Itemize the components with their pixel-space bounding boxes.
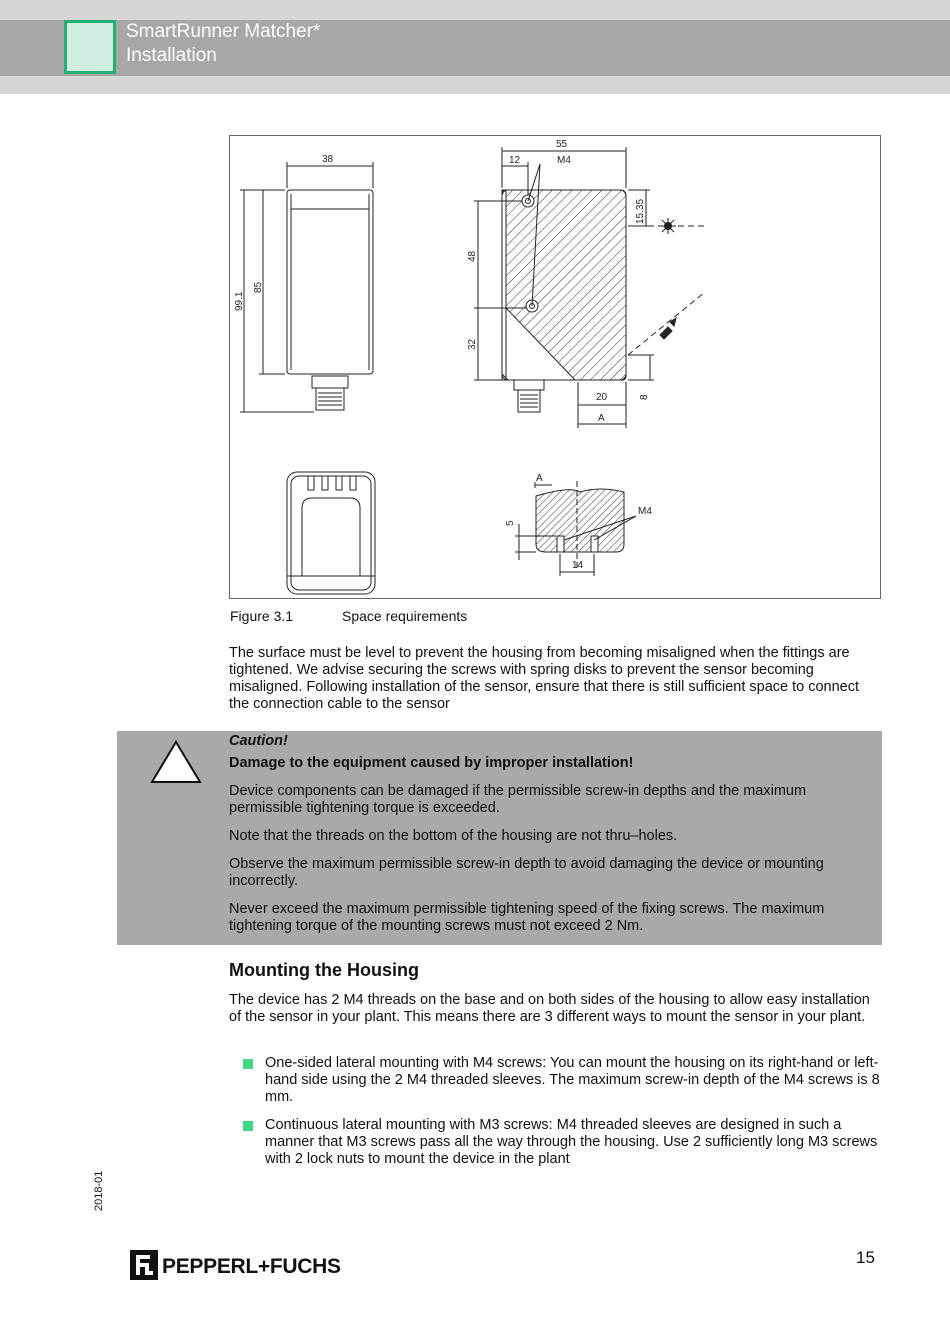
caution-paragraph-3: Observe the maximum permissible screw-in depth to avoid damaging the device or mounting incorrectly. <box>229 856 824 889</box>
caution-paragraph-4: Never exceed the maximum permissible tightening speed of the fixing screws. The maximum tightening torque of the mounting screws must not exceed 2 Nm. <box>229 901 825 934</box>
document-title: SmartRunner Matcher* <box>126 21 321 42</box>
front-connector <box>316 388 344 410</box>
figure-number: Figure 3.1 <box>230 608 294 624</box>
caution-heading: Damage to the equipment caused by improper installation! <box>229 755 634 771</box>
side-housing <box>506 190 626 380</box>
caution-paragraph-2: Note that the threads on the bottom of the housing are not thru–holes. <box>229 828 678 844</box>
dim-55: 55 <box>556 139 568 150</box>
dim-32: 32 <box>467 338 478 350</box>
section-heading: Mounting the Housing <box>229 960 419 980</box>
header-lower-band <box>0 76 950 94</box>
dim-48: 48 <box>467 250 478 262</box>
list-item-text: One-sided lateral mounting with M4 screws: You can mount the housing on its right-hand or left-hand side using the 2 M4 threaded sleeves. The maximum screw-in depth of the M4 screws is 8 mm. <box>265 1055 880 1105</box>
m4-label-side: M4 <box>557 155 571 166</box>
pepperl-fuchs-logo-icon <box>130 1250 158 1280</box>
label-a-detail: A <box>536 473 543 484</box>
page-number: 15 <box>856 1248 875 1267</box>
intro-paragraph: The surface must be level to prevent the housing from becoming misaligned when the fittings are tightened. We advise securing the screws with spring disks to prevent the sensor becoming misaligned. Following installation of the sensor, ensure that there is still sufficient space to connect the connection cable to the sensor <box>229 645 860 712</box>
front-connector-base <box>312 376 348 388</box>
section-intro: The device has 2 M4 threads on the base and on both sides of the housing to allow easy installation of the sensor in your plant. This means there are 3 different ways to mount the sensor in your plant. <box>229 992 870 1025</box>
dim-99-1: 99.1 <box>234 291 245 311</box>
dim-38: 38 <box>322 154 334 165</box>
dim-14: 14 <box>572 560 584 571</box>
top-band <box>0 0 950 20</box>
revision-date: 2018-01 <box>93 1170 105 1211</box>
dim-15-35: 15.35 <box>635 198 646 224</box>
front-housing <box>287 190 373 374</box>
dim-85: 85 <box>253 281 264 293</box>
brand-name: PEPPERL+FUCHS <box>162 1255 341 1278</box>
dim-5: 5 <box>505 520 516 526</box>
caution-title: Caution! <box>229 733 288 749</box>
detail-a-section <box>536 489 624 552</box>
label-a-side: A <box>598 413 605 424</box>
chapter-title: Installation <box>126 45 217 66</box>
dim-12: 12 <box>509 155 521 166</box>
m4-label-detail: M4 <box>638 506 652 517</box>
figure-space-requirements <box>229 135 881 599</box>
bullet-square-icon <box>243 1121 253 1131</box>
chapter-marker <box>64 20 116 74</box>
bullet-square-icon <box>243 1059 253 1069</box>
caution-paragraph-1: Device components can be damaged if the permissible screw-in depths and the maximum permissible tightening torque is exceeded. <box>229 783 807 816</box>
caution-box <box>117 731 882 945</box>
figure-caption-text: Space requirements <box>342 608 468 624</box>
dim-8: 8 <box>639 394 650 400</box>
list-item-text: Continuous lateral mounting with M3 screws: M4 threaded sleeves are designed in such a manner that M3 screws pass all the way through the housing. Use 2 sufficiently long M3 screws with 2 lock nuts to mount the device in the plant <box>265 1117 878 1167</box>
dim-20: 20 <box>596 392 608 403</box>
technical-drawing <box>230 136 882 600</box>
warning-triangle-icon <box>149 739 203 785</box>
figure-caption <box>230 608 467 624</box>
